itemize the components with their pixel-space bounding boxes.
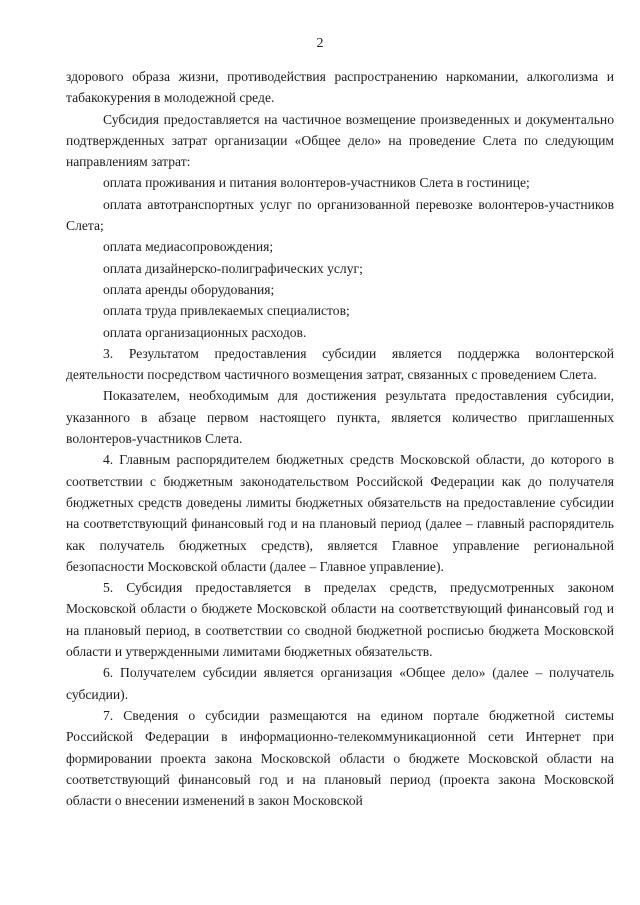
- list-item-expense-2: оплата автотранспортных услуг по организованной перевозке волонтеров-участников Слета;: [66, 196, 614, 234]
- document-body: [66, 66, 614, 811]
- list-item-expense-3: оплата медиасопровождения;: [103, 239, 274, 255]
- list-item-expense-1: оплата проживания и питания волонтеров-участников Слета в гостинице;: [103, 175, 530, 191]
- paragraph-1: Субсидия предоставляется на частичное возмещение произведенных и документально подтвержденных затрат организации «Общее дело» на проведение Слета по следующим направлениям затрат:: [66, 111, 614, 170]
- list-item-expense-4: оплата дизайнерско-полиграфических услуг;: [103, 260, 363, 276]
- list-item-expense-5: оплата аренды оборудования;: [103, 281, 275, 297]
- paragraph-item-5: 5. Субсидия предоставляется в пределах средств, предусмотренных законом Московской области о бюджете Московской области на соответствующий финансовый год и на плановый период, в соответствии со сводной бюджетной росписью бюджета Московской области и утвержденными лимитами бюджетных обязательств.: [66, 580, 614, 660]
- paragraph-indicator: Показателем, необходимым для достижения результата предоставления субсидии, указанного в абзаце первом настоящего пункта, является количество приглашенных волонтеров-участников Слета.: [66, 388, 614, 447]
- paragraph-0: здорового образа жизни, противодействия распространению наркомании, алкоголизма и табакокурения в молодежной среде.: [66, 69, 614, 106]
- paragraph-item-6: 6. Получателем субсидии является организация «Общее дело» (далее – получатель субсидии).: [66, 665, 614, 702]
- paragraph-item-7: 7. Сведения о субсидии размещаются на едином портале бюджетной системы Российской Федерации в информационно-телекоммуникационной сети Интернет при формировании проекта закона Московской области о бюджете Московской области на соответствующий финансовый год и на плановый период (проекта закона Московской области о внесении изменений в закон Московской: [66, 707, 614, 809]
- list-item-expense-6: оплата труда привлекаемых специалистов;: [103, 303, 350, 319]
- list-item-expense-7: оплата организационных расходов.: [103, 324, 307, 340]
- paragraph-item-3: 3. Результатом предоставления субсидии является поддержка волонтерской деятельности посредством частичного возмещения затрат, связанных с проведением Слета.: [66, 345, 614, 383]
- paragraph-item-4: 4. Главным распорядителем бюджетных средств Московской области, до которого в соответствии с бюджетным законодательством Российской Федерации как до получателя бюджетных средств доведены лимиты бюджетных обязательств на предоставление субсидии на соответствующий финансовый год и на плановый период (далее – главный распорядитель как получатель бюджетных средств), является Главное управление региональной безопасности Московской области (далее – Главное управление).: [66, 452, 614, 574]
- page-number: 2: [316, 36, 324, 51]
